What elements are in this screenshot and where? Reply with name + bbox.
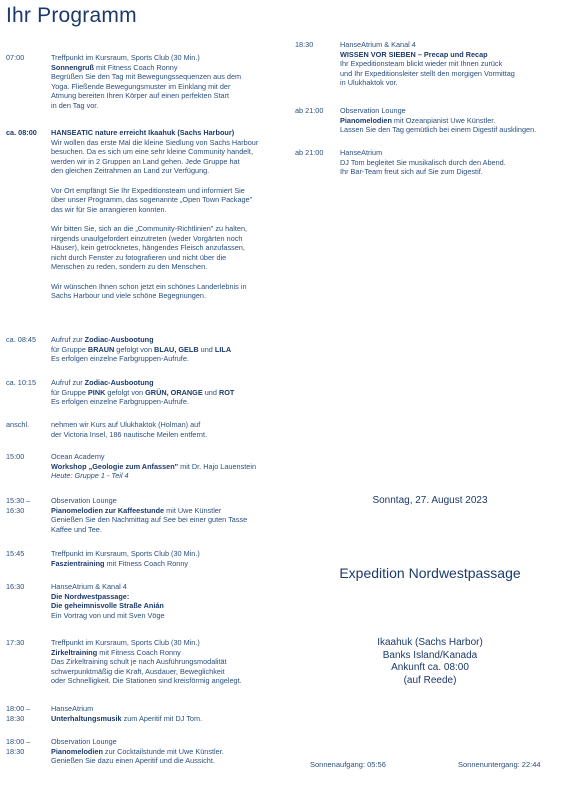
entry-line: Begrüßen Sie den Tag mit Bewegungssequenzen aus dem [51,72,242,82]
entry-line: Ihr Bar-Team freut sich auf Sie zum Digestif. [340,167,483,177]
entry-line: Treffpunkt im Kursraum, Sports Club (30 Min.) [51,549,200,558]
entry-time-start: ab 21:00 [295,106,324,115]
date-line: Sonntag, 27. August 2023 [372,495,488,506]
entry-line [51,63,241,73]
entry-time-start: 15:45 [6,549,25,558]
entry-time-start: 15:30 – [6,496,31,505]
entry-body [51,378,234,407]
entry-line: Wir wollen das erste Mal die kleine Siedlung von Sachs Harbour [51,137,259,147]
entry-text: Aufruf zur [51,378,85,387]
expedition-block [300,565,560,581]
entry-line [51,335,231,345]
entry-text: gefolgt von [114,344,155,354]
entry-line: in Ulukhaktok vor. [340,78,398,88]
entry-highlight: Zodiac-Ausbootung [84,335,154,344]
entry-highlight: BLAU, GELB [154,344,199,354]
entry-line: Die Nordwestpassage: [51,591,130,601]
entry-body [51,582,165,620]
entry-body [340,40,515,88]
entry-line: HanseAtrium & Kanal 4 [340,40,416,49]
entry-line: Ihr Expeditionsteam blickt wieder mit Ihnen zurück [340,59,503,69]
entry-line: Heute: Gruppe 1 - Teil 4 [51,471,129,481]
entry-time-start: 15:00 [6,452,25,461]
entry-body [51,53,241,111]
entry-line: Menschen zu reden, sondern zu den Menschen. [51,262,208,272]
entry-line: HANSEATIC nature erreicht Ikaahuk (Sachs Harbour) [51,128,235,137]
entry-highlight: BRAUN [87,344,115,354]
entry-time [6,737,51,756]
entry-line: Treffpunkt im Kursraum, Sports Club (30 Min.) [51,638,200,647]
entry-line: Das Zirkeltraining schult je nach Ausführungsmodalität [51,657,227,667]
entry-body [51,335,231,364]
entry-line [51,559,200,569]
entry-text: für Gruppe [51,344,88,354]
entry-line: Treffpunkt im Kursraum, Sports Club (30 Min.) [51,53,200,62]
entry-body [51,704,202,723]
entry-line: HanseAtrium [51,704,94,713]
entry-line: Vor Ort empfängt Sie Ihr Expeditionsteam und informiert Sie [51,185,245,195]
entry-line: Lassen Sie den Tag gemütlich bei einem Digestif ausklingen. [340,125,537,135]
entry-line: Häuser), kein getrocknetes, hängendes Fleisch anzufassen, [51,243,245,253]
entry-line: Es erfolgen einzelne Farbgruppen-Aufrufe. [51,397,189,407]
entry-body [51,496,247,534]
entry-line: nehmen wir Kurs auf Ulukhaktok (Holman) auf [51,420,201,429]
entry-text: und [202,387,219,397]
entry-time [6,335,51,345]
anchorage-note: (auf Reede) [403,674,457,686]
entry-line [51,747,224,757]
entry-time [6,496,51,515]
date-block [330,495,530,506]
entry-text: mit Ozeanpianist Uwe Künstler. [391,115,496,125]
entry-time-start: 18:00 – [6,737,31,746]
entry-line [51,388,234,398]
entry-text: mit Fitness Coach Ronny [97,647,181,657]
entry-line: HanseAtrium [340,148,383,157]
expedition-title: Expedition Nordwestpassage [339,565,521,581]
entry-line [51,714,202,724]
entry-text: und [198,344,215,354]
entry-highlight: Zirkeltraining [51,647,98,657]
entry-line: DJ Tom begleitet Sie musikalisch durch den Abend. [340,157,506,167]
entry-time [6,452,51,462]
entry-highlight: Pianomelodien [340,115,392,125]
entry-time-start: 07:00 [6,53,25,62]
entry-line: der Victoria Insel, 186 nautische Meilen entfernt. [51,429,208,439]
entry-highlight: Sonnengruß [51,62,94,72]
entry-line: in den Tag vor. [51,100,99,110]
entry-line [51,506,247,516]
paragraph-gap [51,214,258,224]
entry-line: das wir für Sie arrangieren konnten. [51,204,167,214]
entry-highlight: Zodiac-Ausbootung [84,378,154,387]
entry-line: Wir wünschen Ihnen schon jetzt ein schönes Landerlebnis in [51,281,247,291]
entry-highlight: ROT [218,387,235,397]
entry-body [51,737,224,766]
location-region: Banks Island/Kanada [382,649,478,661]
entry-highlight: Faszientraining [51,558,105,568]
entry-body [51,549,200,568]
entry-line: Genießen Sie den Nachmittag auf See bei einer guten Tasse [51,515,248,525]
entry-highlight: Unterhaltungsmusik [51,713,122,723]
entry-line: Yoga. Fließende Bewegungsmuster im Einklang mit der [51,81,231,91]
entry-time-start: ab 21:00 [295,148,324,157]
entry-time-start: anschl. [6,420,30,429]
entry-line: den gleichen Zeitrahmen an Land zur Verfügung. [51,166,210,176]
entry-line: schwerpunktmäßig die Kraft, Ausdauer, Beweglichkeit [51,666,225,676]
entry-line [51,462,256,472]
entry-line: werden wir in 2 Gruppen an Land gehen. Jede Gruppe hat [51,156,240,166]
entry-line: Sachs Harbour und viele schöne Begegnungen. [51,291,206,301]
entry-body [51,638,242,686]
entry-line [51,378,234,388]
paragraph-gap [51,176,258,186]
paragraph-gap [51,272,258,282]
sunrise-time: Sonnenaufgang: 05:56 [310,760,386,769]
entry-line: Ein Vortrag von und mit Sven Vöge [51,610,165,620]
entry-line: WISSEN VOR SIEBEN – Precap und Recap [340,49,488,59]
entry-text: mit Fitness Coach Ronny [104,558,189,568]
sunset-time: Sonnenuntergang: 22:44 [458,760,541,769]
entry-time [295,40,340,50]
entry-text: mit Uwe Künstler [164,505,222,515]
entry-time-start: 18:30 [295,40,314,49]
entry-text: mit Fitness Coach Ronny [93,62,178,72]
entry-line: Genießen Sie dazu einen Aperitif und die Aussicht. [51,756,215,766]
entry-line: Die geheimnisvolle Straße Anián [51,601,164,611]
entry-line: Es erfolgen einzelne Farbgruppen-Aufrufe. [51,354,189,364]
entry-highlight: Workshop „Geologie zum Anfassen" [51,461,179,471]
entry-line: besuchen. Da es sich um eine sehr kleine Community handelt, [51,147,253,157]
entry-text: gefolgt von [105,387,146,397]
entry-line: und Ihr Expeditionsleiter stellt den morgigen Vormittag [340,68,515,78]
entry-text: zum Aperitif mit DJ Tom. [121,713,203,723]
entry-highlight: LILA [214,344,232,354]
arrival-time: Ankunft ca. 08:00 [391,662,469,673]
entry-highlight: Pianomelodien zur Kaffeestunde [51,505,165,515]
entry-text: mit Dr. Hajo Lauenstein [178,461,256,471]
entry-line: Observation Lounge [51,496,117,505]
entry-line: Observation Lounge [340,106,406,115]
entry-line: Kaffee und Tee. [51,524,102,534]
entry-line: Atmung bereiten Ihren Körper auf einen perfekten Start [51,91,230,101]
entry-time [295,148,340,158]
entry-time-end: 18:30 [6,746,25,756]
entry-text: zur Cocktailstunde mit Uwe Künstler. [102,746,224,756]
entry-time-end: 18:30 [6,713,25,723]
entry-line [51,345,231,355]
page-title: Ihr Programm [6,4,137,27]
entry-line: oder Schnelligkeit. Die Stationen sind kreisförmig angelegt. [51,676,242,686]
entry-body [340,106,536,135]
entry-highlight: GRÜN, ORANGE [145,387,203,397]
entry-time [6,582,51,592]
entry-time [6,128,51,138]
location-block [330,637,530,687]
entry-line: HanseAtrium & Kanal 4 [51,582,127,591]
entry-line: Wir bitten Sie, sich an die „Community-Richtlinien" zu halten, [51,223,248,233]
entry-body [340,148,506,177]
entry-body [51,420,207,439]
entry-time-start: ca. 08:45 [6,335,37,344]
entry-time [6,420,51,430]
entry-line: Observation Lounge [51,737,117,746]
entry-text: Aufruf zur [51,335,85,344]
location-name: Ikaahuk (Sachs Harbor) [377,637,483,648]
entry-time-start: 18:00 – [6,704,31,713]
entry-highlight: PINK [87,387,106,397]
entry-time [6,378,51,388]
entry-line [340,116,536,126]
entry-line: über unser Programm, das sogenannte „Open Town Package" [51,195,253,205]
entry-time [6,53,51,63]
entry-line [51,648,242,658]
entry-highlight: Pianomelodien [51,746,103,756]
entry-line: nicht durch Fenster zu fotografieren und nicht über die [51,252,227,262]
entry-body [51,128,258,301]
entry-text: für Gruppe [51,387,88,397]
entry-time [6,549,51,559]
entry-time [6,704,51,723]
entry-time-end: 16:30 [6,505,25,515]
entry-time [6,638,51,648]
entry-time-start: ca. 10:15 [6,378,37,387]
entry-time [295,106,340,116]
entry-line: nirgends unaufgefordert einzutreten (weder Vorgärten noch [51,233,243,243]
entry-body [51,452,256,481]
entry-line: Ocean Academy [51,452,105,461]
entry-time-start: 17:30 [6,638,25,647]
entry-time-start: 16:30 [6,582,25,591]
entry-time-start: ca. 08:00 [6,128,37,137]
